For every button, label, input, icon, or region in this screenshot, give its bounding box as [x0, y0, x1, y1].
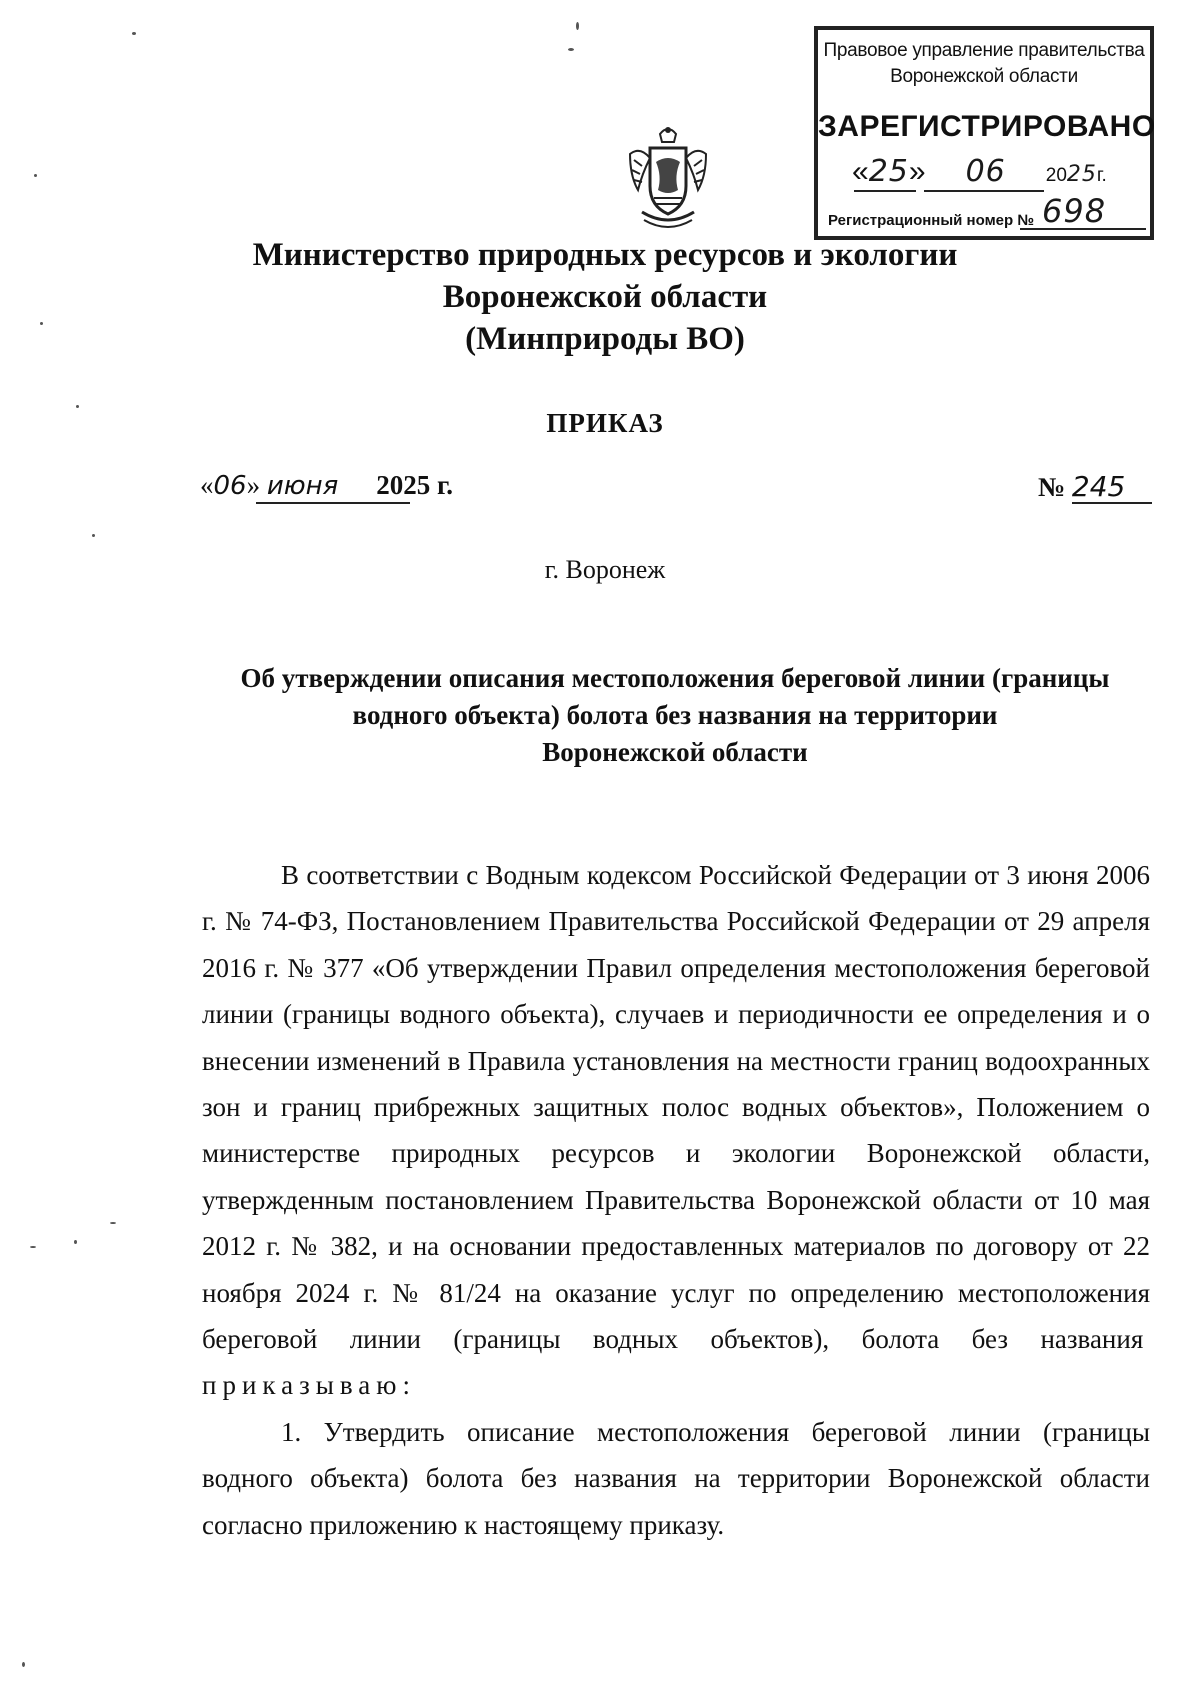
stamp-date-month: 06 [965, 154, 1006, 189]
scan-speck [92, 534, 95, 537]
stamp-registered-label: ЗАРЕГИСТРИРОВАНО [818, 110, 1156, 143]
stamp-month-underline [924, 190, 1044, 192]
coat-of-arms-emblem [620, 124, 716, 234]
scan-speck [30, 1246, 36, 1248]
order-verb: приказываю: [202, 1370, 416, 1401]
stamp-reg-number-label: Регистрационный номер № [828, 212, 1035, 229]
body-paragraph-item-1: 1. Утвердить описание местоположения береговой линии (границы водного объекта) болота без названия на территории Воронежской области согласно приложению к настоящему приказу. [202, 1416, 1150, 1540]
order-date-day: 06 [213, 471, 247, 501]
order-number [1038, 470, 1125, 503]
order-number-value: 245 [1071, 470, 1126, 503]
order-number-underline [1072, 502, 1152, 504]
stamp-year-unit: г. [1096, 165, 1107, 186]
ministry-name-line2: Воронежской области [442, 279, 768, 315]
stamp-date-day: 25 [868, 154, 909, 189]
order-number-label: № [1038, 472, 1066, 502]
order-subject [200, 660, 1150, 771]
ministry-name-line1: Министерство природных ресурсов и экологии [252, 237, 958, 273]
body-paragraph-preamble [202, 852, 1150, 1409]
order-date-month: июня [266, 471, 339, 501]
stamp-year-prefix: 20 [1045, 165, 1067, 186]
scan-speck [132, 32, 136, 35]
scan-speck [74, 1240, 77, 1244]
order-subject-line2: водного объекта) болота без названия на территории [352, 700, 998, 730]
order-body [202, 852, 1150, 1548]
ministry-name [200, 234, 1010, 360]
stamp-reg-number-underline [1020, 228, 1146, 230]
scan-speck [40, 322, 43, 325]
stamp-issuer-line1: Правовое управление правительства [823, 40, 1145, 61]
scan-speck [576, 22, 579, 30]
preamble-text: В соответствии с Водным кодексом Российской Федерации от 3 июня 2006 г. № 74-ФЗ, Постановлением Правительства Российской Федерации от 29 апреля 2016 г. № 377 «Об утверждении Правил определения местоположения береговой линии (границы водного объекта), случаев и периодичности ее определения и о внесении изменений в Правила установления на местности границ водоохранных зон и границ прибрежных защитных полос водных объектов», Положением о министерстве природных ресурсов и экологии Воронежской области, утвержденным постановлением Правительства Воронежской области от 10 мая 2012 г. № 382, и на основании предоставленных материалов по договору от 22 ноября 2024 г. № 81/24 на оказание услуг по определению местоположения береговой линии (границы водных объектов), болота без названия [202, 860, 1150, 1355]
stamp-issuer-line2: Воронежской области [890, 66, 1078, 87]
stamp-year-suffix: 25 [1066, 162, 1097, 187]
order-date-year: 2025 г. [376, 470, 453, 500]
stamp-reg-number: 698 [1042, 192, 1107, 230]
order-date: «06» июня 2025 г. [200, 470, 453, 501]
stamp-date: «25» 06 2025г. [852, 154, 1107, 189]
scan-speck [110, 1222, 116, 1224]
scan-speck [76, 405, 79, 408]
stamp-day-underline [854, 190, 916, 192]
scan-speck [34, 174, 37, 177]
registration-stamp [814, 26, 1154, 240]
document-type-title: ПРИКАЗ [546, 408, 664, 438]
order-month-underline [256, 502, 410, 504]
scan-speck [22, 1662, 25, 1667]
ministry-name-line3: (Минприроды ВО) [465, 321, 745, 357]
order-subject-line1: Об утверждении описания местоположения береговой линии (границы [240, 663, 1110, 693]
order-subject-line3: Воронежской области [542, 737, 808, 767]
order-city: г. Воронеж [544, 555, 666, 584]
scan-speck [568, 48, 574, 51]
